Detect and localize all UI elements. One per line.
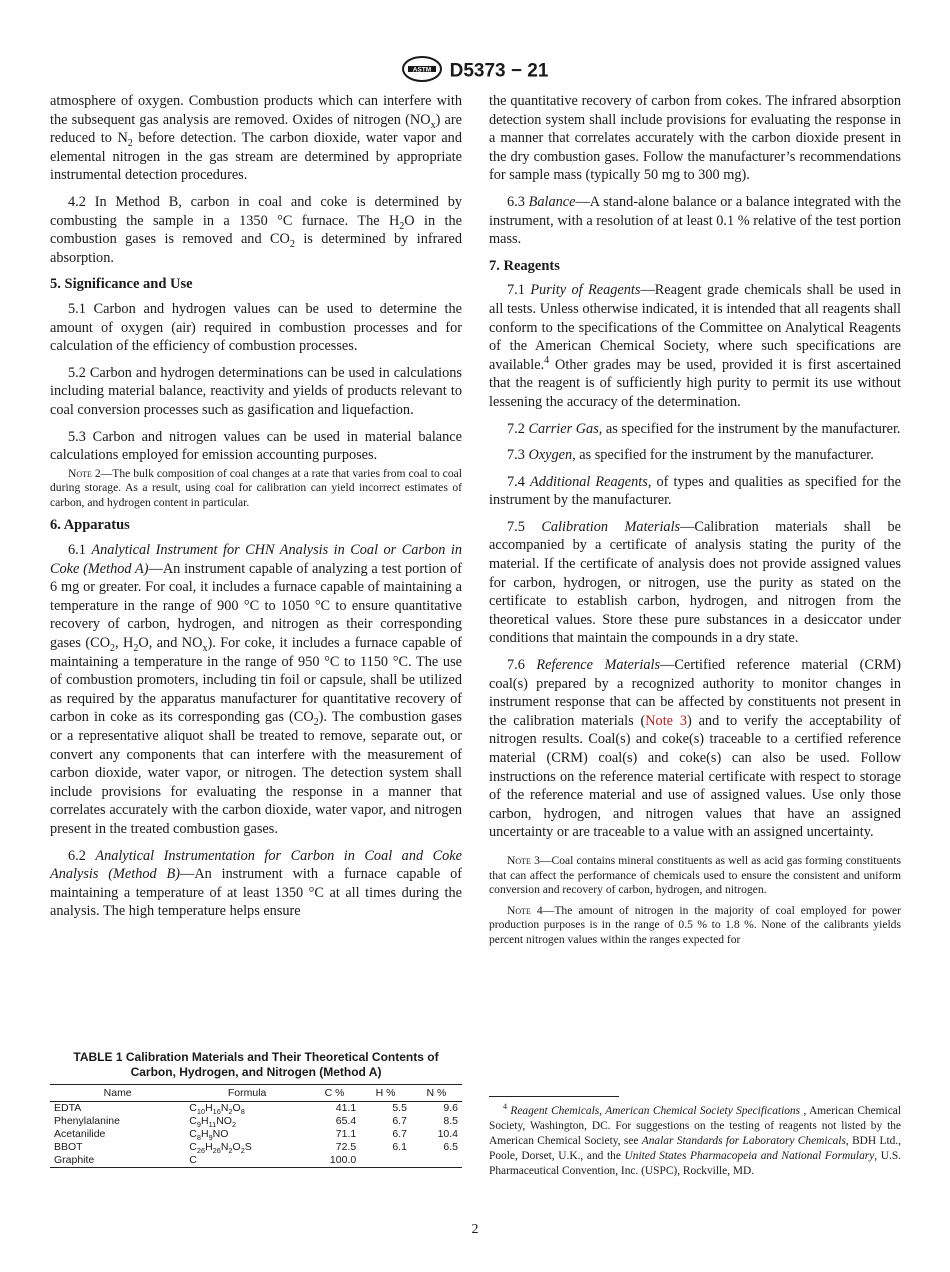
table-row [50,1115,462,1128]
cell-formula: C [189,1154,197,1166]
cell-formula: $C_{10}H_{16}N_2O_8$ [189,1102,245,1117]
paragraph-7-2: 7.2 Carrier Gas, as specified for the instrument by the manufacturer. [507,420,901,437]
paragraph-5-2: 5.2 Carbon and hydrogen determinations can be used in calculations including material balance, reactivity and yields of products relevant to coal conversion processes such as gasification and liquefaction. [50,364,462,418]
paragraph-6-3: 6.3 Balance—A stand-alone balance or a balance integrated with the instrument, with a resolution of at least 0.1 % relative of the test portion mass. [489,193,901,248]
paragraph-7-4: 7.4 Additional Reagents, of types and qualities as specified for the instrument by the manufacturer. [489,473,901,509]
paragraph-5-3: 5.3 Carbon and nitrogen values can be used in material balance calculations employed for emission accounting purposes. [50,428,462,464]
cell-name: Phenylalanine [54,1115,120,1127]
svg-text:ASTM: ASTM [412,66,431,74]
cell-name: EDTA [54,1102,82,1114]
right-column [489,92,901,954]
table-header-row [50,1085,462,1102]
paragraph-7-6: 7.6 Reference Materials—Certified reference material (CRM) coal(s) prepared by a recognized authority to monitor changes in instrument response that can be affected by constituents not present in the calibration materials (Note 3) and to verify the acceptability of nitrogen results. Coal(s) and coke(s) traceable to a certified reference material (CRM) coal(s) and coke(s) can also be used. Follow instructions on the reference material certificate with respect to storage of the reference material and use of assigned values. Use only those carbon, hydrogen, and nitrogen values that have an assigned uncertainty or are traceable to a value with an assigned uncertainty. [489,657,901,841]
cell-h: 6.1 [392,1141,407,1153]
col-header-name: Name [103,1087,132,1099]
cell-c: 41.1 [335,1102,357,1114]
page-number: 2 [471,1222,479,1237]
cell-c: 65.4 [335,1115,357,1127]
left-column [50,92,462,929]
table-row [50,1154,462,1168]
table-1-title: TABLE 1 Calibration Materials and Their Theoretical Contents of Carbon, Hydrogen, and Nitrogen (Method A) [73,1050,439,1079]
cell-formula: $C_9H_{11}NO_2$ [189,1115,237,1130]
page-header [0,56,950,87]
paragraph-6-1: 6.1 Analytical Instrument for CHN Analysis in Coal or Carbon in Coke (Method A)—An instrument capable of analyzing a test portion of 6 mg or greater. For coal, it includes a furnace capable of maintaining a temperature in the range of 900 °C to 1050 °C to ensure quantitative recovery of carbon, hydrogen, and nitrogen as their corresponding gases ($CO_2$, $H_2O$, and $NO_x$). For coke, it includes a furnace capable of maintaining a temperature in the range of 950 °C to 1150 °C. The use of combustion promoters, including tin foil or capsule, shall be utilized as required by the apparatus manufacturer for quantitative recovery of carbon in coke as its corresponding gas $(CO_2)$. The combustion gases or a representative aliquot shall be treated to remove, separate out, or convert any components that can interfere with the measurement of carbon dioxide, water vapor, or nitrogen. The detection system shall include provisions for evaluating the response in a manner that correlates accurately with the carbon dioxide, water vapor, and nitrogen present in the treated combustion gases. [50,542,462,837]
col-header-n: N % [426,1087,447,1099]
paragraph-6-2: 6.2 Analytical Instrumentation for Carbon in Coal and Coke Analysis (Method B)—An instrument with a furnace capable of maintaining a temperature of at least 1350 °C at all times during the analysis. The high temperature helps ensure [50,847,462,920]
cell-name: BBOT [54,1141,83,1153]
cell-h: 5.5 [392,1102,407,1114]
col-header-h: H % [375,1087,396,1099]
cell-c: 71.1 [335,1128,357,1140]
paragraph-7-3: 7.3 Oxygen, as specified for the instrument by the manufacturer. [507,447,874,464]
section-7-heading: 7. Reagents [489,257,560,274]
cell-n: 9.6 [443,1102,458,1114]
table-row [50,1128,462,1141]
cell-formula: $C_{26}H_{26}N_2O_2S$ [189,1141,252,1156]
note-4: Note 4—The amount of nitrogen in the majority of coal employed for power production purposes is in the range of 0.5 % to 1.8 %. None of the calibrants yields percent nitrogen values within the ranges expected for [489,903,901,946]
cell-c: 72.5 [335,1141,357,1153]
cell-name: Acetanilide [54,1128,106,1140]
footnote-divider [489,1096,619,1097]
note-3: Note 3—Coal contains mineral constituents as well as acid gas forming constituents that can affect the performance of chemicals used to ensure the consistent and uniform conversion and recovery of carbon, hydrogen, and nitrogen. [489,853,901,897]
cell-formula: $C_8H_9NO$ [189,1128,229,1143]
col-header-c: C % [324,1087,345,1099]
cell-h: 6.7 [392,1128,407,1140]
cell-h: 6.7 [392,1115,407,1127]
paragraph-6-2-continued: the quantitative recovery of carbon from cokes. The infrared absorption detection system shall include provisions for evaluating the response in a manner that correlates accurately with the carbon dioxide present in the dry combustion gases. Follow the manufacturer’s recommendations for sample mass (typically 50 mg to 300 mg). [489,93,901,184]
cell-name: Graphite [54,1154,95,1166]
paragraph-7-1: 7.1 Purity of Reagents—Reagent grade chemicals shall be used in all tests. Unless otherwise indicated, it is intended that all reagents shall conform to the specifications of the Committee on Analytical Reagents of the American Chemical Society, where such specifications are available.$^4$ Other grades may be used, provided it is first ascertained that the reagent is of sufficiently high purity to permit its use without lessening the accuracy of the determination. [489,282,901,410]
col-header-formula: Formula [227,1087,267,1099]
table-row [50,1102,462,1116]
footnote-4-ref[interactable]: 4 [544,354,550,366]
cell-c: 100.0 [329,1154,357,1166]
cell-n: 10.4 [437,1128,458,1140]
calibration-table [50,1084,462,1168]
cell-n: 6.5 [443,1141,458,1153]
paragraph-5-1: 5.1 Carbon and hydrogen values can be used to determine the amount of oxygen (air) required in combustion processes and for calculation of the efficiency of combustion processes. [50,300,462,355]
table-row [50,1141,462,1154]
cell-n [411,1154,462,1168]
section-6-heading: 6. Apparatus [50,517,130,534]
astm-logo-icon [402,56,442,87]
paragraph-4-1-continued: atmosphere of oxygen. Combustion products which can interfere with the subsequent gas analysis are removed. Oxides of nitrogen $(NO_x)$ are reduced to $N_2$ before detection. The carbon dioxide, water vapor and elemental nitrogen in the gas stream are determined by appropriate instrumental detection procedures. [50,93,462,184]
footnote-4: $^4$ Reagent Chemicals, American Chemical Society Specifications , American Chemical Society, Washington, DC. For suggestions on the testing of reagents not listed by the American Chemical Society, see Analar Standards for Laboratory Chemicals, BDH Ltd., Poole, Dorset, U.K., and the United States Pharmacopeia and National Formulary, U.S. Pharmaceutical Convention, Inc. (USPC), Rockville, MD. [489,1102,902,1177]
section-5-heading: 5. Significance and Use [50,276,193,293]
table-1 [50,1050,462,1168]
cell-n: 8.5 [443,1115,458,1127]
paragraph-7-5: 7.5 Calibration Materials—Calibration materials shall be accompanied by a certificate of analysis stating the purity of the material. If the certificate of analysis does not provide assigned values for carbon, hydrogen, or nitrogen, use the purity as stated on the certificate to establish carbon, hydrogen, and nitrogen from the theoretical values. Store these pure substances in a desiccator under conditions that maintain the compounds in a dry state. [489,518,901,647]
standard-designation: D5373 − 21 [449,60,549,82]
cell-h [360,1154,411,1168]
note-3-link[interactable]: Note 3 [645,712,687,729]
note-2: Note 2—The bulk composition of coal changes at a rate that varies from coal to coal during storage. As a result, using coal for calibration can yield incorrect estimates of carbon, and hydrogen content in particular. [50,466,462,509]
paragraph-4-2: 4.2 In Method B, carbon in coal and coke is determined by combusting the sample in a 1350 °C furnace. The $H_2O$ in the combustion gases is removed and $CO_2$ is determined by infrared absorption. [50,193,463,266]
